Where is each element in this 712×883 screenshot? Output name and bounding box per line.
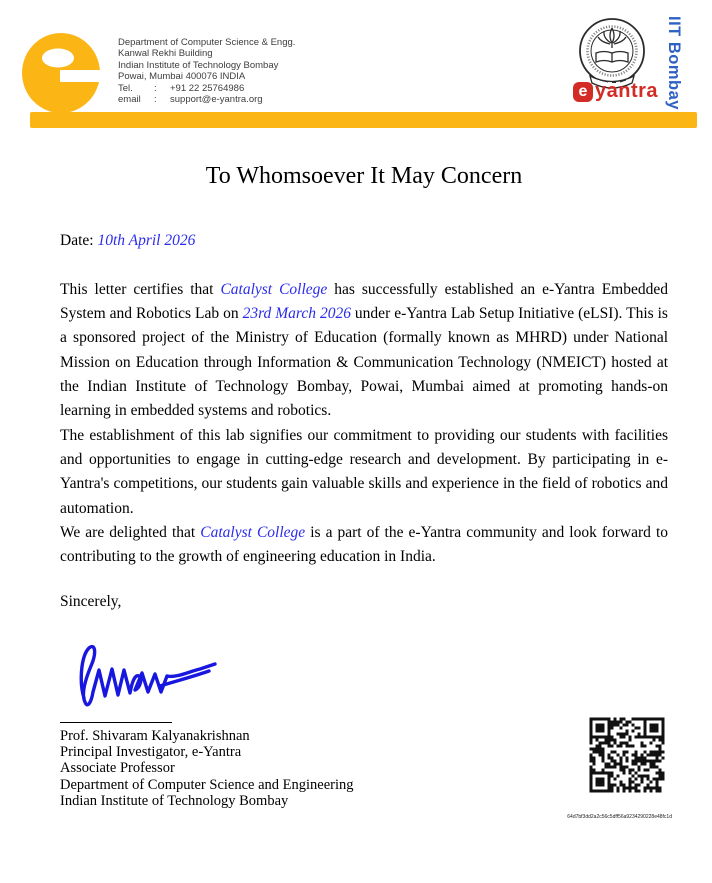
paragraph-2: The establishment of this lab signifies our commitment to providing our students with facilities and opportunities to engage in cutting-edge research and development. By participating in e-Yantra's competitions, our students gain valuable skills and experience in the field of robotics and automation. — [60, 427, 668, 517]
letterhead-address — [118, 37, 295, 105]
signatory-role: Principal Investigator, e-Yantra — [60, 744, 242, 761]
date-label: Date: — [60, 232, 98, 249]
signatory-title: Associate Professor — [60, 760, 175, 777]
tel-line: Tel. : +91 22 25764986 — [118, 82, 245, 94]
paragraph-3: We are delighted that Catalyst College is a part of the e-Yantra community and look forward to contributing to the growth of engineering education in India. — [60, 524, 668, 566]
eyantra-logo — [573, 80, 658, 103]
signatory-name: Prof. Shivaram Kalyanakrishnan — [60, 728, 250, 744]
closing-salutation: Sincerely, — [60, 593, 122, 610]
date-line — [60, 232, 195, 250]
address-line: Kanwal Rekhi Building — [118, 48, 213, 60]
signatory-department: Department of Computer Science and Engineering — [60, 776, 354, 793]
verification-hash: 64d7bf3dd2a2c56c5dff56a9234290228e48fc1d — [567, 814, 672, 820]
signature-rule — [60, 722, 172, 723]
address-line: Powai, Mumbai 400076 INDIA — [118, 71, 246, 83]
address-line: Indian Institute of Technology Bombay — [118, 59, 279, 71]
eyantra-logo-word: yantra — [595, 80, 659, 102]
signatory-institute: Indian Institute of Technology Bombay — [60, 792, 289, 809]
email-line: email : support@e-yantra.org — [118, 94, 263, 106]
eyantra-logo-e-icon: e — [573, 82, 593, 102]
paragraph-1: This letter certifies that Catalyst College has successfully established an e-Yantra Embedded System and Robotics Lab on 23rd March 2026 under e-Yantra Lab Setup Initiative (eLSI). This is a sponsored project of the Ministry of Education (formally known as MHRD) under National Mission on Education through Information & Communication Technology (NMEICT) hosted at the Indian Institute of Technology Bombay, Powai, Mumbai aimed at promoting hands-on learning in embedded systems and robotics. — [60, 281, 668, 420]
email-value: support@e-yantra.org — [170, 94, 263, 106]
signatory-block — [60, 728, 354, 809]
iit-bombay-wordmark: IIT Bombay — [665, 16, 683, 110]
address-line: Department of Computer Science & Engg. — [118, 37, 296, 48]
qr-code — [588, 716, 666, 794]
letter-title: To Whomsoever It May Concern — [205, 163, 523, 189]
date-value: 10th April 2026 — [97, 232, 196, 249]
tel-value: +91 22 25764986 — [170, 82, 245, 94]
handwritten-signature — [72, 640, 227, 714]
